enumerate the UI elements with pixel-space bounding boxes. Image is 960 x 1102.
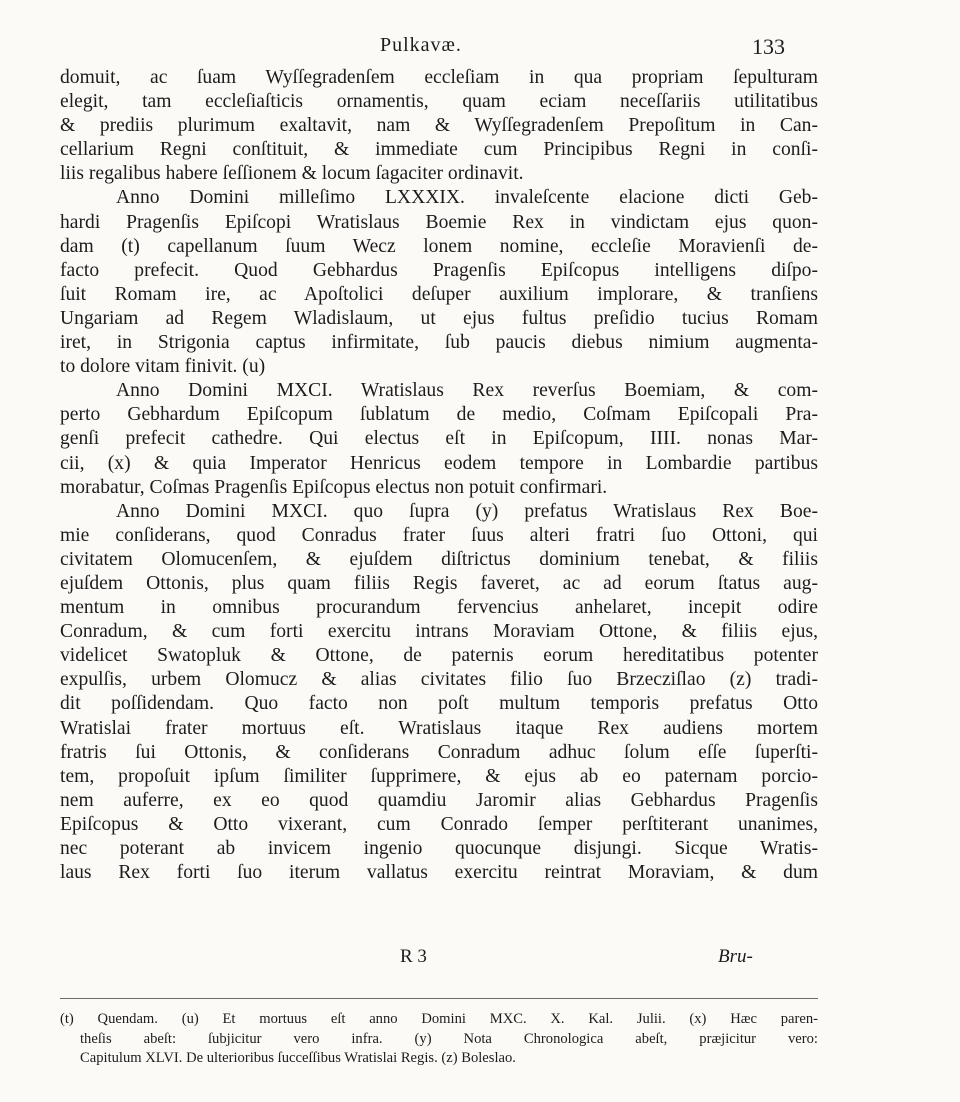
text-line: Wratislai frater mortuus eſt. Wratislaus itaque Rex audiens mortem	[60, 717, 818, 739]
text-line: tem, propoſuit ipſum ſimiliter ſupprimere, & ejus ab eo paternam porcio-	[60, 765, 818, 787]
text-line: dam (t) capellanum ſuum Wecz lonem nomine, eccleſie Moravienſi de-	[60, 235, 818, 257]
running-head	[0, 34, 960, 64]
text-line: expulſis, urbem Olomucz & alias civitates filio ſuo Brzecziſlao (z) tradi-	[60, 669, 818, 691]
text-line: nec poterant ab invicem ingenio quocunque disjungi. Sicque Wratis-	[60, 838, 818, 859]
text-line: elegit, tam eccleſiaſticis ornamentis, quam eciam neceſſariis utilitatibus	[60, 91, 818, 113]
text-line: mentum in omnibus procurandum fervencius anhelaret, incepit odire	[60, 597, 818, 619]
footnote-divider	[60, 998, 818, 999]
text-line: perto Gebhardum Epiſcopum ſublatum de medio, Coſmam Epiſcopali Pra-	[60, 404, 818, 426]
text-line: ejuſdem Ottonis, plus quam filiis Regis faveret, ac ad eorum ſtatus aug-	[60, 572, 818, 594]
text-line: civitatem Olomucenſem, & ejuſdem diſtrictus dominium tenebat, & filiis	[60, 548, 818, 570]
text-line: videlicet Swatopluk & Ottone, de paternis eorum hereditatibus potenter	[60, 645, 818, 667]
text-line: Anno Domini milleſimo LXXXIX. invaleſcente elacione dicti Geb-	[116, 187, 818, 209]
footnotes	[60, 1010, 818, 1069]
text-line: facto prefecit. Quod Gebhardus Pragenſis Epiſcopus intelligens diſpo-	[60, 259, 818, 281]
text-line: hardi Pragenſis Epiſcopi Wratislaus Boemie Rex in vindictam ejus quon-	[60, 211, 818, 233]
footnote-line: Capitulum XLVI. De ulterioribus ſucceſſibus Wratislai Regis. (z) Boleslao.	[80, 1050, 516, 1066]
text-line: & prediis plurimum exaltavit, nam & Wyſſegradenſem Prepoſitum in Can-	[60, 115, 818, 137]
text-line: genſi prefecit cathedre. Qui electus eſt in Epiſcopum, IIII. nonas Mar-	[60, 428, 818, 450]
text-line: Conradum, & cum forti exercitu intrans Moraviam Ottone, & filiis ejus,	[60, 621, 818, 643]
text-line: Anno Domini MXCI. quo ſupra (y) prefatus Wratislaus Rex Boe-	[116, 500, 818, 522]
footnote-line: (t) Quendam. (u) Et mortuus eſt anno Domini MXC. X. Kal. Julii. (x) Hæc paren-	[60, 1011, 818, 1027]
text-line: cellarium Regni conſtituit, & immediate cum Principibus Regni in conſi-	[60, 139, 818, 161]
text-line: Anno Domini MXCI. Wratislaus Rex reverſus Boemiam, & com-	[116, 380, 818, 402]
text-line: fratris ſui Ottonis, & conſiderans Conradum adhuc ſolum eſſe ſuperſti-	[60, 741, 818, 763]
text-line: iret, in Strigonia captus infirmitate, ſub paucis diebus nimium augmenta-	[60, 332, 818, 354]
text-line: liis regalibus habere ſeſſionem & locum ſagaciter ordinavit.	[60, 163, 524, 185]
text-line: Ungariam ad Regem Wladislaum, ut ejus fultus preſidio tucius Romam	[60, 307, 818, 329]
signature-mark: R 3	[400, 946, 427, 967]
body-text	[60, 66, 818, 885]
text-line: to dolore vitam finivit. (u)	[60, 356, 266, 378]
footnote-line: theſis abeſt: ſubjicitur vero infra. (y) Nota Chronologica abeſt, præjicitur vero:	[80, 1030, 818, 1047]
text-line: ſuit Romam ire, ac Apoſtolici deſuper auxilium implorare, & tranſiens	[60, 283, 818, 305]
text-line: mie conſiderans, quod Conradus frater ſuus alteri fratri ſuo Ottoni, qui	[60, 524, 818, 546]
text-line: nem auferre, ex eo quod quamdiu Jaromir alias Gebhardus Pragenſis	[60, 789, 818, 811]
text-line: dit poſſidendam. Quo facto non poſt multum temporis prefatus Otto	[60, 693, 818, 715]
text-line: domuit, ac ſuam Wyſſegradenſem eccleſiam in qua propriam ſepulturam	[60, 67, 818, 88]
catchword: Bru-	[718, 946, 753, 967]
text-line: morabatur, Coſmas Pragenſis Epiſcopus electus non potuit confirmari.	[60, 476, 608, 498]
page-footer-marks	[0, 946, 960, 972]
text-line: Epiſcopus & Otto vixerant, cum Conrado ſemper perſtiterant unanimes,	[60, 813, 818, 835]
page-number: 133	[752, 34, 785, 59]
text-line: cii, (x) & quia Imperator Henricus eodem tempore in Lombardie partibus	[60, 452, 818, 474]
running-head-title: Pulkavæ.	[380, 34, 462, 56]
text-line: laus Rex forti ſuo iterum vallatus exercitu reintrat Moraviam, & dum	[60, 862, 818, 884]
